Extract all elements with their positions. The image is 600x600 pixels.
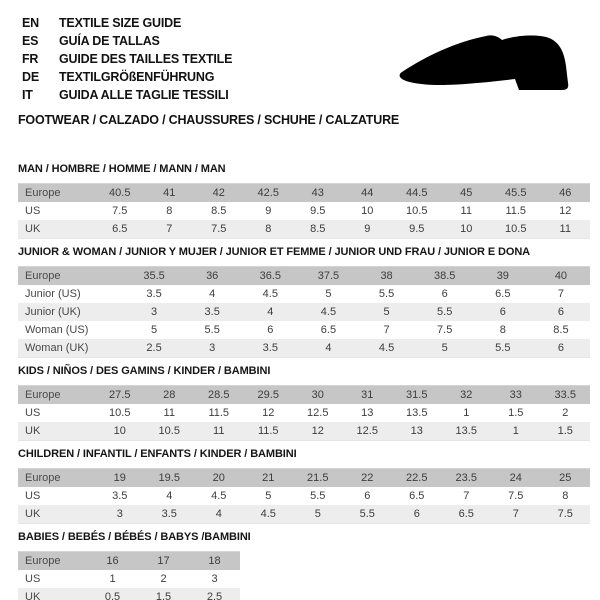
size-row <box>18 220 590 239</box>
size-cell: 12.5 <box>307 407 329 419</box>
size-cell: 12 <box>311 425 324 437</box>
size-cell: 8.5 <box>553 324 569 336</box>
size-cell: 28 <box>163 389 176 401</box>
size-cell: 9.5 <box>310 205 326 217</box>
row-label: Woman (US) <box>25 324 89 336</box>
size-cell: 6.5 <box>112 223 128 235</box>
size-cell: 1.5 <box>508 407 524 419</box>
size-cell: 3 <box>116 508 123 520</box>
size-cell: 7 <box>463 490 470 502</box>
size-cell: 41 <box>163 187 176 199</box>
language-code: DE <box>22 70 39 84</box>
size-cell: 3.5 <box>161 508 177 520</box>
size-cell: 8 <box>562 490 569 502</box>
size-cell: 3 <box>211 573 218 585</box>
size-cell: 3.5 <box>112 490 128 502</box>
size-cell: 11 <box>460 205 472 217</box>
size-cell: 5 <box>314 508 321 520</box>
size-cell: 6.5 <box>320 324 337 336</box>
size-table-junior-woman <box>18 266 590 358</box>
size-cell: 8 <box>499 324 506 336</box>
size-cell: 8.5 <box>211 205 227 217</box>
size-cell: 6 <box>499 306 506 318</box>
size-row <box>18 202 590 220</box>
row-label: US <box>25 407 41 419</box>
size-cell: 6.5 <box>409 490 425 502</box>
size-cell: 11 <box>559 223 571 235</box>
size-cell: 11.5 <box>505 205 527 217</box>
size-cell: 4.5 <box>260 508 276 520</box>
size-cell: 7 <box>383 324 390 336</box>
size-cell: 6.5 <box>458 508 474 520</box>
language-row-en <box>22 14 590 32</box>
size-cell: 1 <box>512 425 519 437</box>
size-cell: 21 <box>262 472 275 484</box>
size-cell: 38 <box>380 270 393 282</box>
row-label: Junior (UK) <box>25 306 81 318</box>
size-row <box>18 339 590 358</box>
size-cell: 27.5 <box>109 389 131 401</box>
size-cell: 10 <box>460 223 473 235</box>
size-cell: 5 <box>151 324 158 336</box>
size-cell: 5.5 <box>437 306 453 318</box>
language-title: GUIDE DES TAILLES TEXTILE <box>59 52 233 66</box>
size-header-row <box>18 267 590 286</box>
size-cell: 4.5 <box>320 306 337 318</box>
size-cell: 4.5 <box>378 342 395 354</box>
size-header-row <box>18 184 590 203</box>
row-label: Europe <box>25 389 61 401</box>
size-cell: 2.5 <box>206 591 223 600</box>
size-cell: 2 <box>160 573 167 585</box>
size-cell: 11.5 <box>257 425 279 437</box>
size-cell: 3.5 <box>262 342 278 354</box>
size-cell: 7.5 <box>112 205 128 217</box>
size-cell: 42.5 <box>257 187 279 199</box>
row-label: US <box>25 490 41 502</box>
size-cell: 3.5 <box>204 306 220 318</box>
size-cell: 11 <box>163 407 175 419</box>
size-cell: 6 <box>267 324 274 336</box>
size-cell: 6 <box>413 508 420 520</box>
size-cell: 5.5 <box>495 342 511 354</box>
size-cell: 6.5 <box>495 288 511 300</box>
size-cell: 10 <box>113 425 126 437</box>
size-cell: 12.5 <box>356 425 378 437</box>
size-row <box>18 588 240 600</box>
size-cell: 2 <box>562 407 569 419</box>
size-header-row <box>18 469 590 488</box>
size-cell: 6 <box>557 342 564 354</box>
size-cell: 7.5 <box>437 324 453 336</box>
size-cell: 1 <box>463 407 470 419</box>
row-label: Europe <box>25 270 61 282</box>
language-title: GUIDA ALLE TAGLIE TESSILI <box>59 88 229 102</box>
size-cell: 5 <box>265 490 272 502</box>
size-cell: 7.5 <box>508 490 524 502</box>
size-header-row <box>18 386 590 405</box>
section-title-junior-woman: JUNIOR & WOMAN / JUNIOR Y MUJER / JUNIOR ET FEMME / JUNIOR UND FRAU / JUNIOR E DONA <box>18 246 531 258</box>
size-cell: 46 <box>559 187 572 199</box>
size-cell: 7 <box>512 508 519 520</box>
size-cell: 6 <box>364 490 371 502</box>
size-cell: 13.5 <box>455 425 477 437</box>
size-cell: 43 <box>311 187 324 199</box>
size-cell: 7.5 <box>211 223 227 235</box>
row-label: Europe <box>25 187 61 199</box>
size-cell: 5.5 <box>378 288 395 300</box>
size-table-children <box>18 468 590 524</box>
size-cell: 1 <box>109 573 116 585</box>
size-cell: 12 <box>559 205 572 217</box>
size-row <box>18 422 590 441</box>
size-cell: 3 <box>209 342 216 354</box>
language-title: TEXTILE SIZE GUIDE <box>59 16 182 30</box>
size-cell: 11.5 <box>208 407 230 419</box>
size-cell: 18 <box>208 555 221 567</box>
size-table-man <box>18 183 590 239</box>
size-cell: 3.5 <box>146 288 162 300</box>
size-cell: 5 <box>325 288 332 300</box>
size-cell: 4 <box>215 508 222 520</box>
category-heading: FOOTWEAR / CALZADO / CHAUSSURES / SCHUHE / CALZATURE <box>18 113 400 127</box>
size-cell: 35.5 <box>143 270 165 282</box>
size-cell: 22 <box>361 472 374 484</box>
size-header-row <box>18 552 240 571</box>
size-cell: 5 <box>383 306 390 318</box>
size-row <box>18 303 590 321</box>
size-cell: 7 <box>166 223 173 235</box>
size-cell: 8 <box>166 205 173 217</box>
row-label: Europe <box>25 472 61 484</box>
section-children <box>18 448 590 524</box>
size-cell: 5.5 <box>310 490 326 502</box>
language-title: TEXTILGRÖßENFÜHRUNG <box>59 70 215 84</box>
size-table-babies <box>18 551 240 600</box>
size-cell: 11 <box>213 425 225 437</box>
size-cell: 30 <box>311 389 324 401</box>
section-kids <box>18 365 590 441</box>
language-code: IT <box>22 88 33 102</box>
size-cell: 23.5 <box>455 472 477 484</box>
size-cell: 6 <box>441 288 448 300</box>
size-cell: 20 <box>212 472 225 484</box>
size-cell: 4.5 <box>211 490 227 502</box>
section-babies <box>18 531 590 600</box>
size-cell: 12 <box>262 407 275 419</box>
size-row <box>18 404 590 422</box>
language-code: FR <box>22 52 39 66</box>
size-cell: 16 <box>106 555 119 567</box>
size-row <box>18 487 590 505</box>
size-cell: 9 <box>265 205 272 217</box>
size-cell: 9.5 <box>409 223 425 235</box>
size-cell: 36 <box>206 270 219 282</box>
row-label: Junior (US) <box>25 288 81 300</box>
size-cell: 22.5 <box>406 472 428 484</box>
row-label: UK <box>25 223 41 235</box>
size-cell: 33.5 <box>554 389 576 401</box>
size-cell: 5.5 <box>359 508 375 520</box>
size-cell: 8.5 <box>310 223 326 235</box>
size-table-kids <box>18 385 590 441</box>
size-cell: 0.5 <box>104 591 121 600</box>
size-cell: 25 <box>559 472 572 484</box>
size-cell: 4 <box>166 490 173 502</box>
size-cell: 39 <box>496 270 509 282</box>
size-cell: 44 <box>361 187 374 199</box>
language-code: ES <box>22 34 39 48</box>
size-cell: 10.5 <box>406 205 428 217</box>
size-cell: 37.5 <box>317 270 340 282</box>
size-cell: 13.5 <box>406 407 428 419</box>
size-cell: 31 <box>361 389 374 401</box>
size-cell: 1.5 <box>557 425 573 437</box>
size-cell: 19 <box>113 472 126 484</box>
row-label: US <box>25 205 41 217</box>
section-junior-woman <box>18 246 590 358</box>
size-cell: 9 <box>364 223 371 235</box>
size-row <box>18 570 240 588</box>
size-cell: 10.5 <box>109 407 131 419</box>
size-cell: 24 <box>509 472 522 484</box>
size-cell: 32 <box>460 389 473 401</box>
size-cell: 33 <box>509 389 522 401</box>
size-cell: 17 <box>157 555 170 567</box>
language-code: EN <box>22 16 39 30</box>
size-cell: 7.5 <box>557 508 573 520</box>
size-cell: 2.5 <box>146 342 162 354</box>
row-label: UK <box>25 591 41 600</box>
size-cell: 42 <box>212 187 225 199</box>
row-label: Europe <box>25 555 61 567</box>
size-cell: 45 <box>460 187 473 199</box>
size-cell: 13 <box>361 407 374 419</box>
size-row <box>18 505 590 524</box>
section-title-man: MAN / HOMBRE / HOMME / MANN / MAN <box>18 163 226 175</box>
language-title: GUÍA DE TALLAS <box>59 34 160 48</box>
size-cell: 38.5 <box>433 270 456 282</box>
size-cell: 10 <box>361 205 374 217</box>
size-cell: 4 <box>267 306 274 318</box>
size-cell: 6 <box>557 306 564 318</box>
size-cell: 4 <box>325 342 332 354</box>
section-title-children: CHILDREN / INFANTIL / ENFANTS / KINDER / BAMBINI <box>18 448 297 460</box>
size-cell: 36.5 <box>259 270 282 282</box>
row-label: UK <box>25 425 41 437</box>
size-cell: 13 <box>410 425 423 437</box>
size-cell: 3 <box>151 306 158 318</box>
size-cell: 5.5 <box>204 324 220 336</box>
size-cell: 7 <box>557 288 564 300</box>
size-cell: 28.5 <box>208 389 230 401</box>
size-cell: 4 <box>209 288 216 300</box>
section-title-kids: KIDS / NIÑOS / DES GAMINS / KINDER / BAMBINI <box>18 365 271 377</box>
size-cell: 40.5 <box>109 187 131 199</box>
row-label: Woman (UK) <box>25 342 89 354</box>
size-cell: 29.5 <box>257 389 279 401</box>
size-cell: 45.5 <box>505 187 527 199</box>
section-man <box>18 163 590 239</box>
size-cell: 8 <box>265 223 272 235</box>
row-label: US <box>25 573 41 585</box>
size-cell: 10.5 <box>158 425 180 437</box>
size-cell: 19.5 <box>158 472 180 484</box>
row-label: UK <box>25 508 41 520</box>
section-title-babies: BABIES / BEBÉS / BÉBÉS / BABYS /BAMBINI <box>18 531 251 543</box>
size-cell: 40 <box>554 270 568 282</box>
size-cell: 31.5 <box>406 389 428 401</box>
size-row <box>18 321 590 339</box>
dress-shoe-icon <box>398 33 578 95</box>
size-cell: 1.5 <box>155 591 172 600</box>
size-cell: 10.5 <box>505 223 527 235</box>
size-cell: 5 <box>441 342 448 354</box>
size-cell: 44.5 <box>406 187 428 199</box>
size-cell: 21.5 <box>307 472 329 484</box>
size-cell: 4.5 <box>262 288 278 300</box>
size-row <box>18 285 590 303</box>
